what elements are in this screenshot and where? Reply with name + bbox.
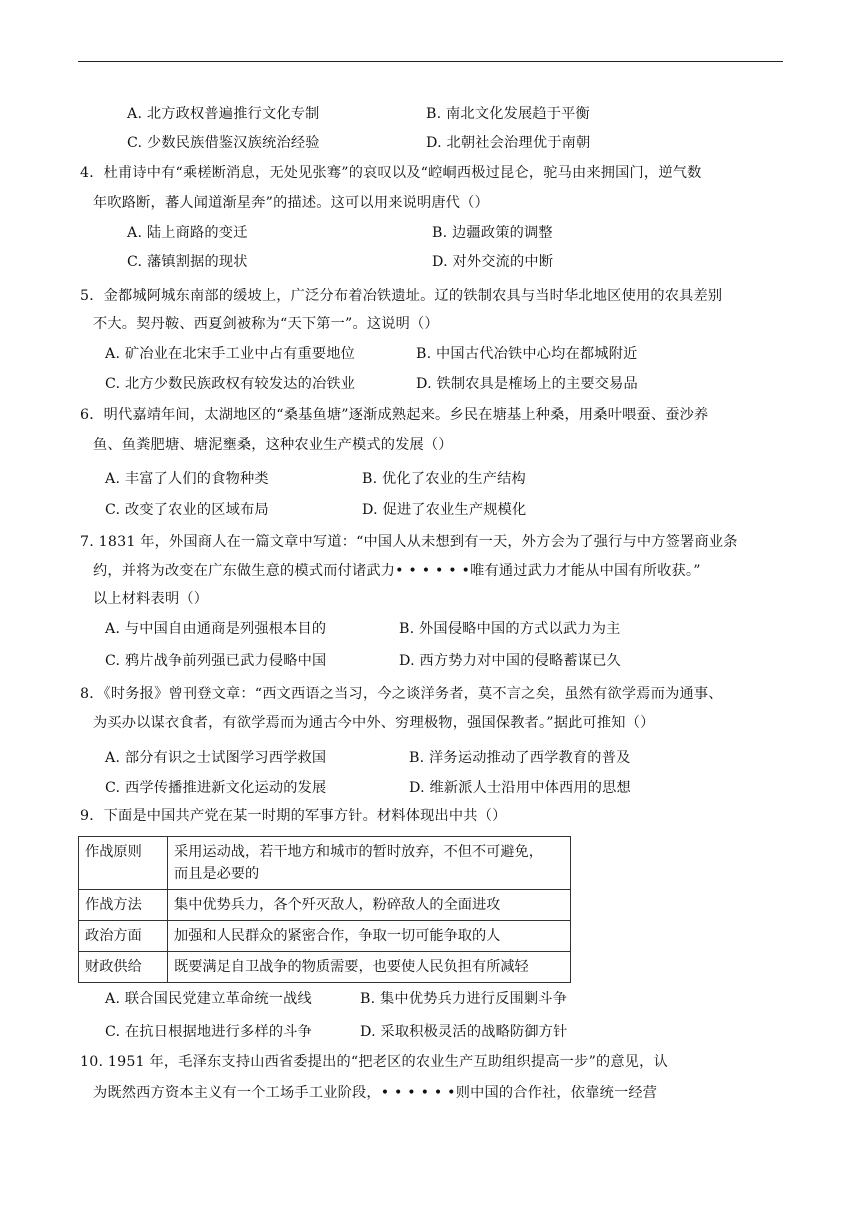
q4-stem-line-1: 4．杜甫诗中有“乘槎断消息，无处见张骞”的哀叹以及“崆峒西极过昆仑，驼马由来拥国门，逆气数 <box>80 165 702 181</box>
q5-option-b: B. 中国古代冶铁中心均在都城附近 <box>416 346 638 362</box>
table-row-body: 集中优势兵力，各个歼灭敌人，粉碎敌人的全面进攻 <box>168 890 571 921</box>
q5-option-d: D. 铁制农具是榷场上的主要交易品 <box>416 376 638 392</box>
q6-option-b: B. 优化了农业的生产结构 <box>362 471 526 487</box>
q4-option-a: A. 陆上商路的变迁 <box>127 225 248 241</box>
q6-stem-line-1: 6．明代嘉靖年间，太湖地区的“桑基鱼塘”逐渐成熟起来。乡民在塘基上种桑，用桑叶喂蚕、蚕沙养 <box>80 407 709 423</box>
q4-option-d: D. 对外交流的中断 <box>432 254 554 270</box>
q4-stem-line-2: 年吹路断，蕃人闻道渐星奔”的描述。这可以用来说明唐代（） <box>93 195 489 211</box>
q7-stem-line-1: 7. 1831 年，外国商人在一篇文章中写道：“中国人从未想到有一天，外方会为了强行与中方签署商业条 <box>80 534 738 550</box>
q10-stem-line-1: 10. 1951 年，毛泽东支持山西省委提出的“把老区的农业生产互助组织提高一步”的意见，认 <box>80 1054 668 1070</box>
table-row-body <box>168 837 571 890</box>
table-row <box>79 890 571 921</box>
q5-stem-line-1: 5．金都城阿城东南部的缓坡上，广泛分布着冶铁遗址。辽的铁制农具与当时华北地区使用的农具差别 <box>80 288 723 304</box>
q5-option-c: C. 北方少数民族政权有较发达的冶铁业 <box>105 376 356 392</box>
table-row-body-line: 而且是必要的 <box>174 866 260 882</box>
q7-stem-line-3: 以上材料表明（） <box>93 591 209 607</box>
q9-option-d: D. 采取积极灵活的战略防御方针 <box>360 1024 568 1040</box>
q6-stem-line-2: 鱼、鱼粪肥塘、塘泥壅桑，这种农业生产模式的发展（） <box>93 437 453 453</box>
q10-stem-line-2: 为既然西方资本主义有一个工场手工业阶段，• • • • • •则中国的合作社，依靠统一经营 <box>93 1085 658 1101</box>
q3-option-a: A. 北方政权普遍推行文化专制 <box>127 106 320 122</box>
q9-option-b: B. 集中优势兵力进行反围剿斗争 <box>360 991 568 1007</box>
q7-option-a: A. 与中国自由通商是列强根本目的 <box>105 621 327 637</box>
q9-option-a: A. 联合国民党建立革命统一战线 <box>105 991 312 1007</box>
q6-option-a: A. 丰富了人们的食物种类 <box>105 471 269 487</box>
q8-stem-line-2: 为买办以谋衣食者，有欲学焉而为通古今中外、穷理极物，强国保教者。”据此可推知（） <box>93 715 655 731</box>
table-row <box>79 921 571 952</box>
table-row-head: 财政供给 <box>79 952 168 983</box>
table-row <box>79 952 571 983</box>
table-row-head: 政治方面 <box>79 921 168 952</box>
table-row-head: 作战原则 <box>79 837 168 890</box>
q5-option-a: A. 矿冶业在北宋手工业中占有重要地位 <box>105 346 356 362</box>
q3-option-b: B. 南北文化发展趋于平衡 <box>426 106 590 122</box>
q8-option-a: A. 部分有识之士试图学习西学救国 <box>105 750 327 766</box>
q3-option-d: D. 北朝社会治理优于南朝 <box>426 135 591 151</box>
header-rule <box>78 61 783 62</box>
table-row-body: 既要满足自卫战争的物质需要，也要使人民负担有所减轻 <box>168 952 571 983</box>
table-row-body: 加强和人民群众的紧密合作，争取一切可能争取的人 <box>168 921 571 952</box>
q7-option-b: B. 外国侵略中国的方式以武力为主 <box>399 621 621 637</box>
q8-option-d: D. 维新派人士沿用中体西用的思想 <box>409 780 631 796</box>
q7-stem-line-2: 约，并将为改变在广东做生意的模式而付诸武力• • • • • •唯有通过武力才能从中国有所收获。” <box>93 563 701 579</box>
q4-option-b: B. 边疆政策的调整 <box>432 225 553 241</box>
q6-option-c: C. 改变了农业的区域布局 <box>105 502 269 518</box>
q6-option-d: D. 促进了农业生产规模化 <box>362 502 527 518</box>
q9-option-c: C. 在抗日根据地进行多样的斗争 <box>105 1024 313 1040</box>
table-row-body-line: 采用运动战，若干地方和城市的暂时放弃，不但不可避免， <box>174 844 543 860</box>
table-row <box>79 837 571 890</box>
q9-material-table <box>78 836 571 983</box>
q8-stem-line-1: 8．《时务报》曾刊登文章：“西文西语之当习，今之谈洋务者，莫不言之矣，虽然有欲学焉而为通事、 <box>80 686 723 702</box>
q7-option-d: D. 西方势力对中国的侵略蓄谋已久 <box>399 653 621 669</box>
table-row-head: 作战方法 <box>79 890 168 921</box>
q7-option-c: C. 鸦片战争前列强已武力侵略中国 <box>105 653 327 669</box>
q8-option-c: C. 西学传播推进新文化运动的发展 <box>105 780 327 796</box>
q9-stem-line-1: 9．下面是中国共产党在某一时期的军事方针。材料体现出中共（） <box>80 808 507 824</box>
q4-option-c: C. 藩镇割据的现状 <box>127 254 248 270</box>
q8-option-b: B. 洋务运动推动了西学教育的普及 <box>409 750 631 766</box>
q3-option-c: C. 少数民族借鉴汉族统治经验 <box>127 135 320 151</box>
q5-stem-line-2: 不大。契丹鞍、西夏剑被称为“天下第一”。这说明（） <box>93 316 439 332</box>
